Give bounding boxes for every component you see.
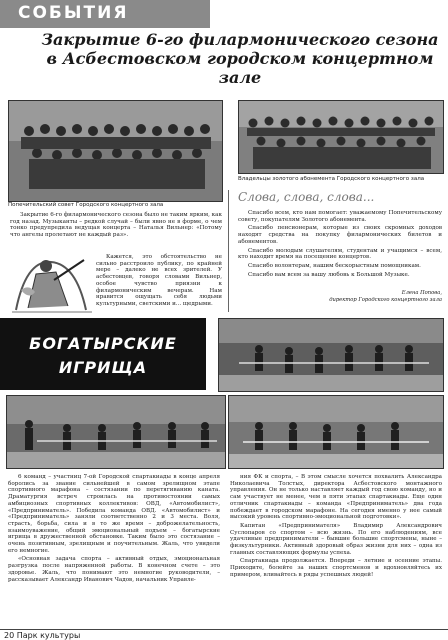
concert-paragraph-2: Кажется, это обстоятельство не сильно расстроило публику, по крайней мере – далеко не всех зрителей. У асбестовцев, говоря словами Вильнер, особое чувство приязни к филармоническим вечерам. Нам нравится ощущать себя людьми культурными, светскими и... щедрыми.: [96, 254, 222, 307]
sport-banner: [0, 318, 206, 390]
headline: [40, 30, 440, 87]
concert-article-left: [10, 212, 222, 241]
musician-illustration: [6, 250, 96, 320]
headline-line-1: Закрытие 6-го филармонического сезона: [41, 30, 439, 49]
author-signature: [238, 290, 442, 303]
concert-paragraph-1: Закрытие 6-го филармонического сезона было не таким ярким, как год назад. Музыканты – редкой случай – были явно не в форме, о чем тонко предупредила ведущая концерта – Наталья Вильнер: «Потому что ангелы пролетают не каждый раз».: [10, 212, 223, 239]
headline-line-2: в Асбестовском городском концертном зале: [46, 49, 434, 87]
thanks-article: [238, 210, 442, 280]
thanks-paragraph-1: Спасибо всем, кто нам помогает: уважаемому Попечительскому совету, покупателям Золотого абонемента.: [238, 210, 442, 223]
sport-article-col-2: [230, 474, 442, 581]
owners-photo: [238, 100, 444, 174]
thanks-paragraph-4: Спасибо волонтерам, нашим бескорыстным помощникам.: [248, 262, 421, 269]
council-photo: [8, 100, 223, 202]
banner-line-2: ИГРИЩА: [58, 358, 148, 377]
sport-paragraph-4: Капитан «Предпринимателя» Владимир Александрович Суслопаров со спортом – всю жизнь. По его наблюдениям, все удачливые предприниматели – бывшие большие спортсмены, ныне – физкультурники. Активный здоровый образ жизни для них – одна из главных составляющих формулы успеха.: [230, 522, 442, 556]
sport-paragraph-3: ния ФК и спорта, – В этом смысле хочется похвалить Александра Николаевича Толстых, директора Асбестовского монтажного управления. Он не только наставляет каждый год свою команду, но и сам участвует не менее, чем в пяти этапах спартакиады. Еще один отличник спартакиады – команда «Предприниматель» два года побеждает в городском марафоне. На сегодня именно у нее самый высокий уровень спортивно-эмоциональной подготовки».: [230, 474, 442, 521]
thanks-paragraph-2: Спасибо пенсионерам, которые из своих скромных доходов находят средства на покупку филармонических билетов и абонементов.: [238, 225, 442, 245]
sport-paragraph-2: «Основная задача спорта – активный отдых, эмоциональная разгрузка после напряженной работы. В конечном счете – это здоровье. Жаль, что понимают это немногие руководители, – рассказывает Александр Иванович Чадов, начальник Управле-: [8, 556, 220, 583]
tug-of-war-photo-3: [228, 395, 444, 469]
author-name: Елена Попова,: [401, 290, 442, 296]
owners-caption: Владельцы золотого абонемента Городского концертного зала: [238, 176, 425, 182]
concert-article-left-2: [96, 254, 222, 310]
sport-paragraph-1: 6 команд – участниц 7-ой Городской спартакиады в конце апреля боролись за звание сильнейшей в самом зрелищном этапе спортивного марафона – состязании по перетягиванию каната. Драматургия встреч строилась на противостоянии самых амбициозных спортивных коллективов: ОВД, «Автомобилист», «Предприниматель». Победила команда ОВД. «Автомобилист» и «Предприниматель» заняли соответственно 2 и 3 места. Воля, страсть, борьба, сила и в то же время – доброжелательность, взаимоуважение, общий эмоциональный подъем – богатырские игрища в дружественной обстановке. Таким было это состязание – очень позитивным, зрелищным и поучительным. Жаль, что увидели его немногие.: [8, 474, 220, 554]
author-role: директор Городского концертного зала: [329, 296, 442, 303]
tug-of-war-photo-1: [218, 318, 444, 392]
thanks-paragraph-5: Спасибо вам всем за вашу любовь к Большой Музыке.: [248, 271, 410, 278]
quote-heading: Слова, слова, слова...: [238, 190, 375, 204]
thanks-paragraph-3: Спасибо молодым слушателям, студентам и учащимся – всем, кто находит время на посещение концертов.: [238, 247, 442, 261]
column-divider: [228, 190, 229, 312]
sport-paragraph-5: Спартакиада продолжается. Впереди – летние и осенние этапы. Приходите, болейте за наших спортсменов и вдохновляйтесь их примером, вливайтесь в ряды успешных людей!: [230, 558, 442, 578]
sport-article-col-1: [8, 474, 220, 585]
section-tag: [0, 0, 210, 28]
section-label: СОБЫТИЯ: [18, 3, 129, 23]
tug-of-war-photo-2: [6, 395, 226, 469]
banner-line-1: БОГАТЫРСКИЕ: [29, 334, 177, 353]
council-caption: Попечительский совет Городского концертного зала: [8, 202, 164, 208]
page-number: 20 Парк культуры: [4, 631, 81, 640]
